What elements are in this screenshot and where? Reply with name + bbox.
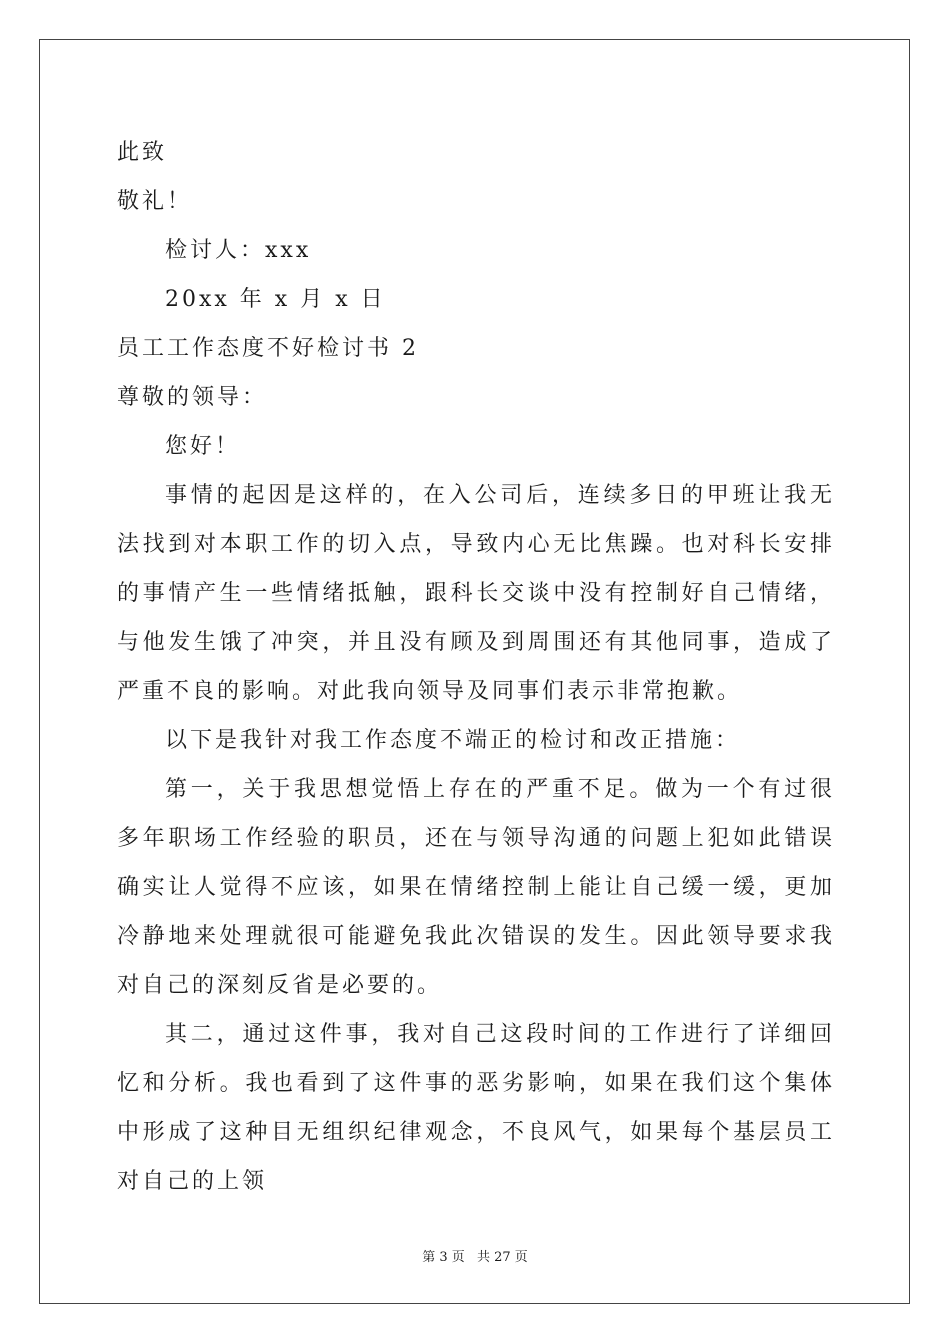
paragraph: 第一，关于我思想觉悟上存在的严重不足。做为一个有过很多年职场工作经验的职员，还在与领导沟通的问题上犯如此错误确实让人觉得不应该，如果在情绪控制上能让自己缓一缓，更加冷静地来处理就很可能避免我此次错误的发生。因此领导要求我对自己的深刻反省是必要的。 xyxy=(117,777,835,998)
date-line: 20xx 年 x 月 x 日 xyxy=(165,287,386,312)
greeting-line: 您好！ xyxy=(165,434,241,459)
addressee-line: 尊敬的领导： xyxy=(117,385,268,410)
page-footer xyxy=(0,1246,950,1265)
page-total: 共 27 页 xyxy=(476,1250,528,1265)
signer-line: 检讨人：xxx xyxy=(165,238,312,263)
paragraph: 其二，通过这件事，我对自己这段时间的工作进行了详细回忆和分析。我也看到了这件事的恶劣影响，如果在我们这个集体中形成了这种目无组织纪律观念，不良风气，如果每个基层员工对自己的上领 xyxy=(117,1022,835,1194)
document-body xyxy=(117,128,835,1206)
paragraph: 事情的起因是这样的，在入公司后，连续多日的甲班让我无法找到对本职工作的切入点，导致内心无比焦躁。也对科长安排的事情产生一些情绪抵触，跟科长交谈中没有控制好自己情绪，与他发生饿了冲突，并且没有顾及到周围还有其他同事，造成了严重不良的影响。对此我向领导及同事们表示非常抱歉。 xyxy=(117,483,835,704)
page-number: 第 3 页 xyxy=(422,1250,465,1265)
paragraph: 以下是我针对我工作态度不端正的检讨和改正措施： xyxy=(165,728,741,753)
salute-line: 敬礼！ xyxy=(117,189,193,214)
closing-line: 此致 xyxy=(117,140,168,165)
document-heading: 员工工作态度不好检讨书 2 xyxy=(117,336,419,361)
